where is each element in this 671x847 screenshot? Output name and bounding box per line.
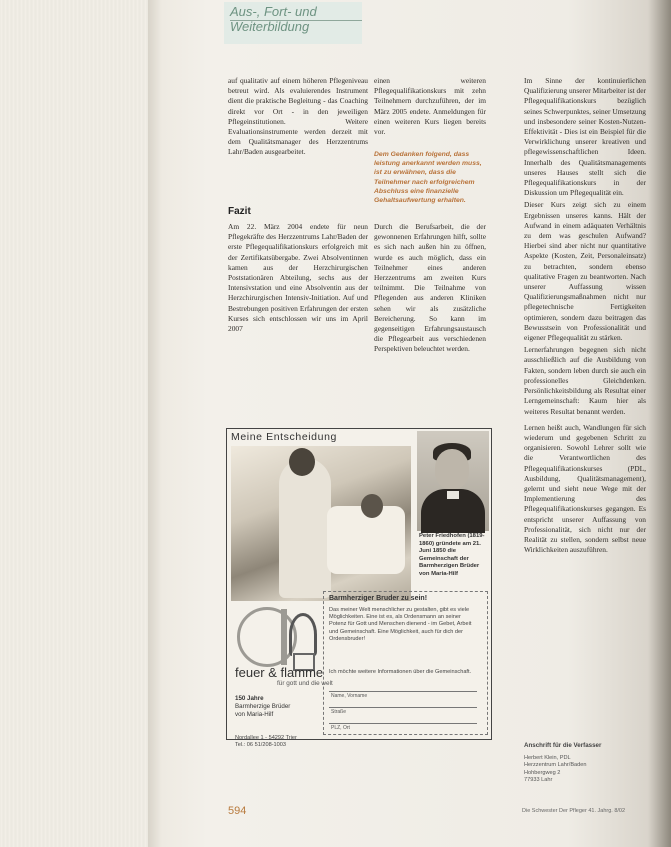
author-heading: Anschrift für die Verfasser: [524, 742, 602, 749]
publication-footer: Die Schwester Der Pfleger 41. Jahrg. 8/02: [522, 808, 626, 814]
anniversary-text: [235, 695, 290, 718]
fazit-heading: Fazit: [228, 206, 251, 217]
ad-photo-nurse-patient: [231, 446, 411, 601]
pull-quote: Dem Gedanken folgend, dass leistung anerkannt werden muss, ist zu erwähnen, dass die Teilnehmer nach erfolgreichem Abschluss eine finanzielle Gehaltsaufwertung erhalten.: [374, 151, 482, 205]
anniversary-line: von Maria-Hilf: [235, 710, 274, 718]
section-header-line1: Aus-, Fort- und: [230, 4, 317, 19]
coupon-field-street: Straße: [331, 709, 347, 715]
portrait-caption: Peter Friedhofen (1819-1860) gründete am 21. Juni 1850 die Gemeinschaft der Barmherzigen Brüder von Maria-Hilf: [419, 533, 485, 577]
advertisement: [226, 428, 492, 749]
ad-title: Meine Entscheidung: [231, 431, 337, 443]
logo-circle-icon: [237, 607, 297, 667]
column-1-top: [228, 76, 368, 160]
coupon-field-name: Name, Vorname: [331, 693, 368, 699]
fazit-text-block: [228, 222, 368, 336]
coupon-field-city: PLZ, Ort: [331, 725, 350, 731]
logo-cross-icon: [281, 609, 287, 665]
coupon-text: Das meiner Welt menschlicher zu gestalten, gibt es viele Möglichkeiten. Eine ist es, als Ordensmann an seiner Potenz für Gott und Menschen dienend - im Gebet, Arbeit und Gemeinschaft. Eine Möglichkeit, auch für dich der Ordensbruder!: [329, 607, 472, 642]
page-number: 594: [228, 805, 247, 817]
book-page-edges: [0, 0, 150, 847]
author-address: Herbert Klein, PDL Herzzentrum Lahr/Baden Hohbergweg 2 77933 Lahr: [524, 755, 587, 784]
section-header-title: [230, 4, 317, 34]
coupon-line: [329, 707, 477, 708]
portrait-face: [435, 449, 469, 489]
logo-tagline: für gott und die welt: [277, 680, 333, 687]
anniversary-line: Barmherzige Brüder: [235, 702, 291, 710]
section-header-line2: Weiterbildung: [230, 19, 310, 34]
photo-figure-standing: [279, 458, 331, 598]
column-3: [524, 76, 646, 557]
portrait-collar: [447, 491, 459, 499]
paragraph: Lernen heißt auch, Wandlungen für sich wiederum und gegebenen Schritt zu organisieren. Sowohl Lehrer sollt wie die Verantwortlichen des Pflegequalifikationskurses (PDL, Ausbildung, Qualitätsmanagement), gelernt und sieht neue Wege mit der Implementierung des Pflegequalifikationskurses gegangen. Es entspricht unserer Auffassung von Professionalität, sich nicht nur der Realität zu stellen, sondern selbst neue Wirklichkeiten auszuführen.: [524, 422, 646, 555]
contact-address: Nordallee 1 - 54292 Trier Tel.: 06 51/208-1003: [235, 735, 297, 749]
photo-figure-head: [289, 448, 315, 476]
logo-wordmark: feuer & flamme: [235, 665, 324, 680]
paragraph: auf qualitativ auf einem höheren Pflegeniveau betreut wird. Als evaluierendes Instrument dient die praktische Begleitung - das Coaching direkt vor Ort - in den jeweiligen Pflegeinstitutionen. Weitere Evaluationsinstrumente werden derzeit mit dem Qualitätsmanager des Herzzentrums Lahr/Baden ausgearbeitet.: [228, 76, 368, 157]
paragraph: Lernerfahrungen begegnen sich nicht ausschließlich auf die Ausbildung von Fakten, sondern leben durch sie auch ein professionelles Gleichdenken. Persönlichkeitsbildung als Resultat einer Lerngemeinschaft: Kaum hier als weiteres Resultat benannt werden.: [524, 345, 646, 416]
photo-patient-head: [361, 494, 383, 518]
anniversary-line: 150 Jahre: [235, 695, 264, 702]
fazit-paragraph: Am 22. März 2004 endete für neun Pflegekräfte des Herzzentrums Lahr/Baden der erste Pflegequalifikationskurs erfolgreich mit der Zertifikatsübergabe. Zwei Absolventinnen kamen aus der Herzchirurgischen Poststationären Abteilung, sechs aus der Intensivstation und eine Absolventin aus der Herzchirurgischen Intensiv-Initiation. Auf und Bestrebungen positiven Erfahrungen der ersten Kurses sich entschlossen wir uns im April 2007: [228, 222, 368, 334]
paragraph: Durch die Berufsarbeit, die der gewonnenen Erfahrungen hilft, sollte es sich nach außen hin zu öffnen, wurde es auch möglich, dass ein Teilnehmer eines anderen Herzzentrums am zweiten Kurs teilnimmt. Die Teilnahme von Pflegenden aus anderen Kliniken sehen wir als zusätzliche Bereicherung. So kann im gegenseitigen Erfahrungsaustausch die Pflegearbeit aus verschiedenen Perspektiven beleuchtet werden.: [374, 222, 486, 354]
coupon-note: Ich möchte weitere Informationen über die Gemeinschaft.: [329, 669, 472, 675]
paragraph: Im Sinne der kontinuierlichen Qualifizierung unserer Mitarbeiter ist der Pflegequalifikationskurs bezüglich seines Schwerpunktes, seiner Umsetzung und insbesondere seiner Kosten-Nutzen-Effektivität - Dies ist ein Beispiel für die Verwirklichung unserer kreativen und pflegewissenschaftlichen Ideen. Innerhalb des Qualitätsmanagements unseres Hauses stellt sich die Pflegequalifikationskurs in der Diskussion um Pflegequalität ein.: [524, 76, 646, 198]
logo-flame-icon: [289, 613, 317, 656]
paragraph: einen weiteren Pflegequalifikationskurs mit zehn Teilnehmern durchzuführen, der im März 2005 endete. Anmeldungen für einen weiteren Kurs liegen bereits vor.: [374, 76, 486, 137]
coupon-line: [329, 723, 477, 724]
coupon-heading: Barmherziger Bruder zu sein!: [329, 595, 428, 602]
column-2-bottom: [374, 222, 486, 357]
column-2-top: [374, 76, 486, 139]
paragraph: Dieser Kurs zeigt sich zu einem Ergebnissen unseres kanns. Hält der Aufwand in einem adäquaten Verhältnis zu dem was geschulen Aufwand? Hierbei sind aber nicht nur quantitative Aspekte (Kosten, Zeit, Personaleinsatz) zu betrachten, sondern ebenso qualitative Fragen zu beantworten. Nach unserer Auffassung wissen Qualifizierungsmaßnahmen nicht nur pflegetechnische Fertigkeiten optimieren, sondern dazu beitragen das Bewusstsein von Professionalität und eigener Pflegequalität zu stärken.: [524, 200, 646, 343]
coupon-line: [329, 691, 477, 692]
ad-portrait-photo: [417, 431, 489, 531]
